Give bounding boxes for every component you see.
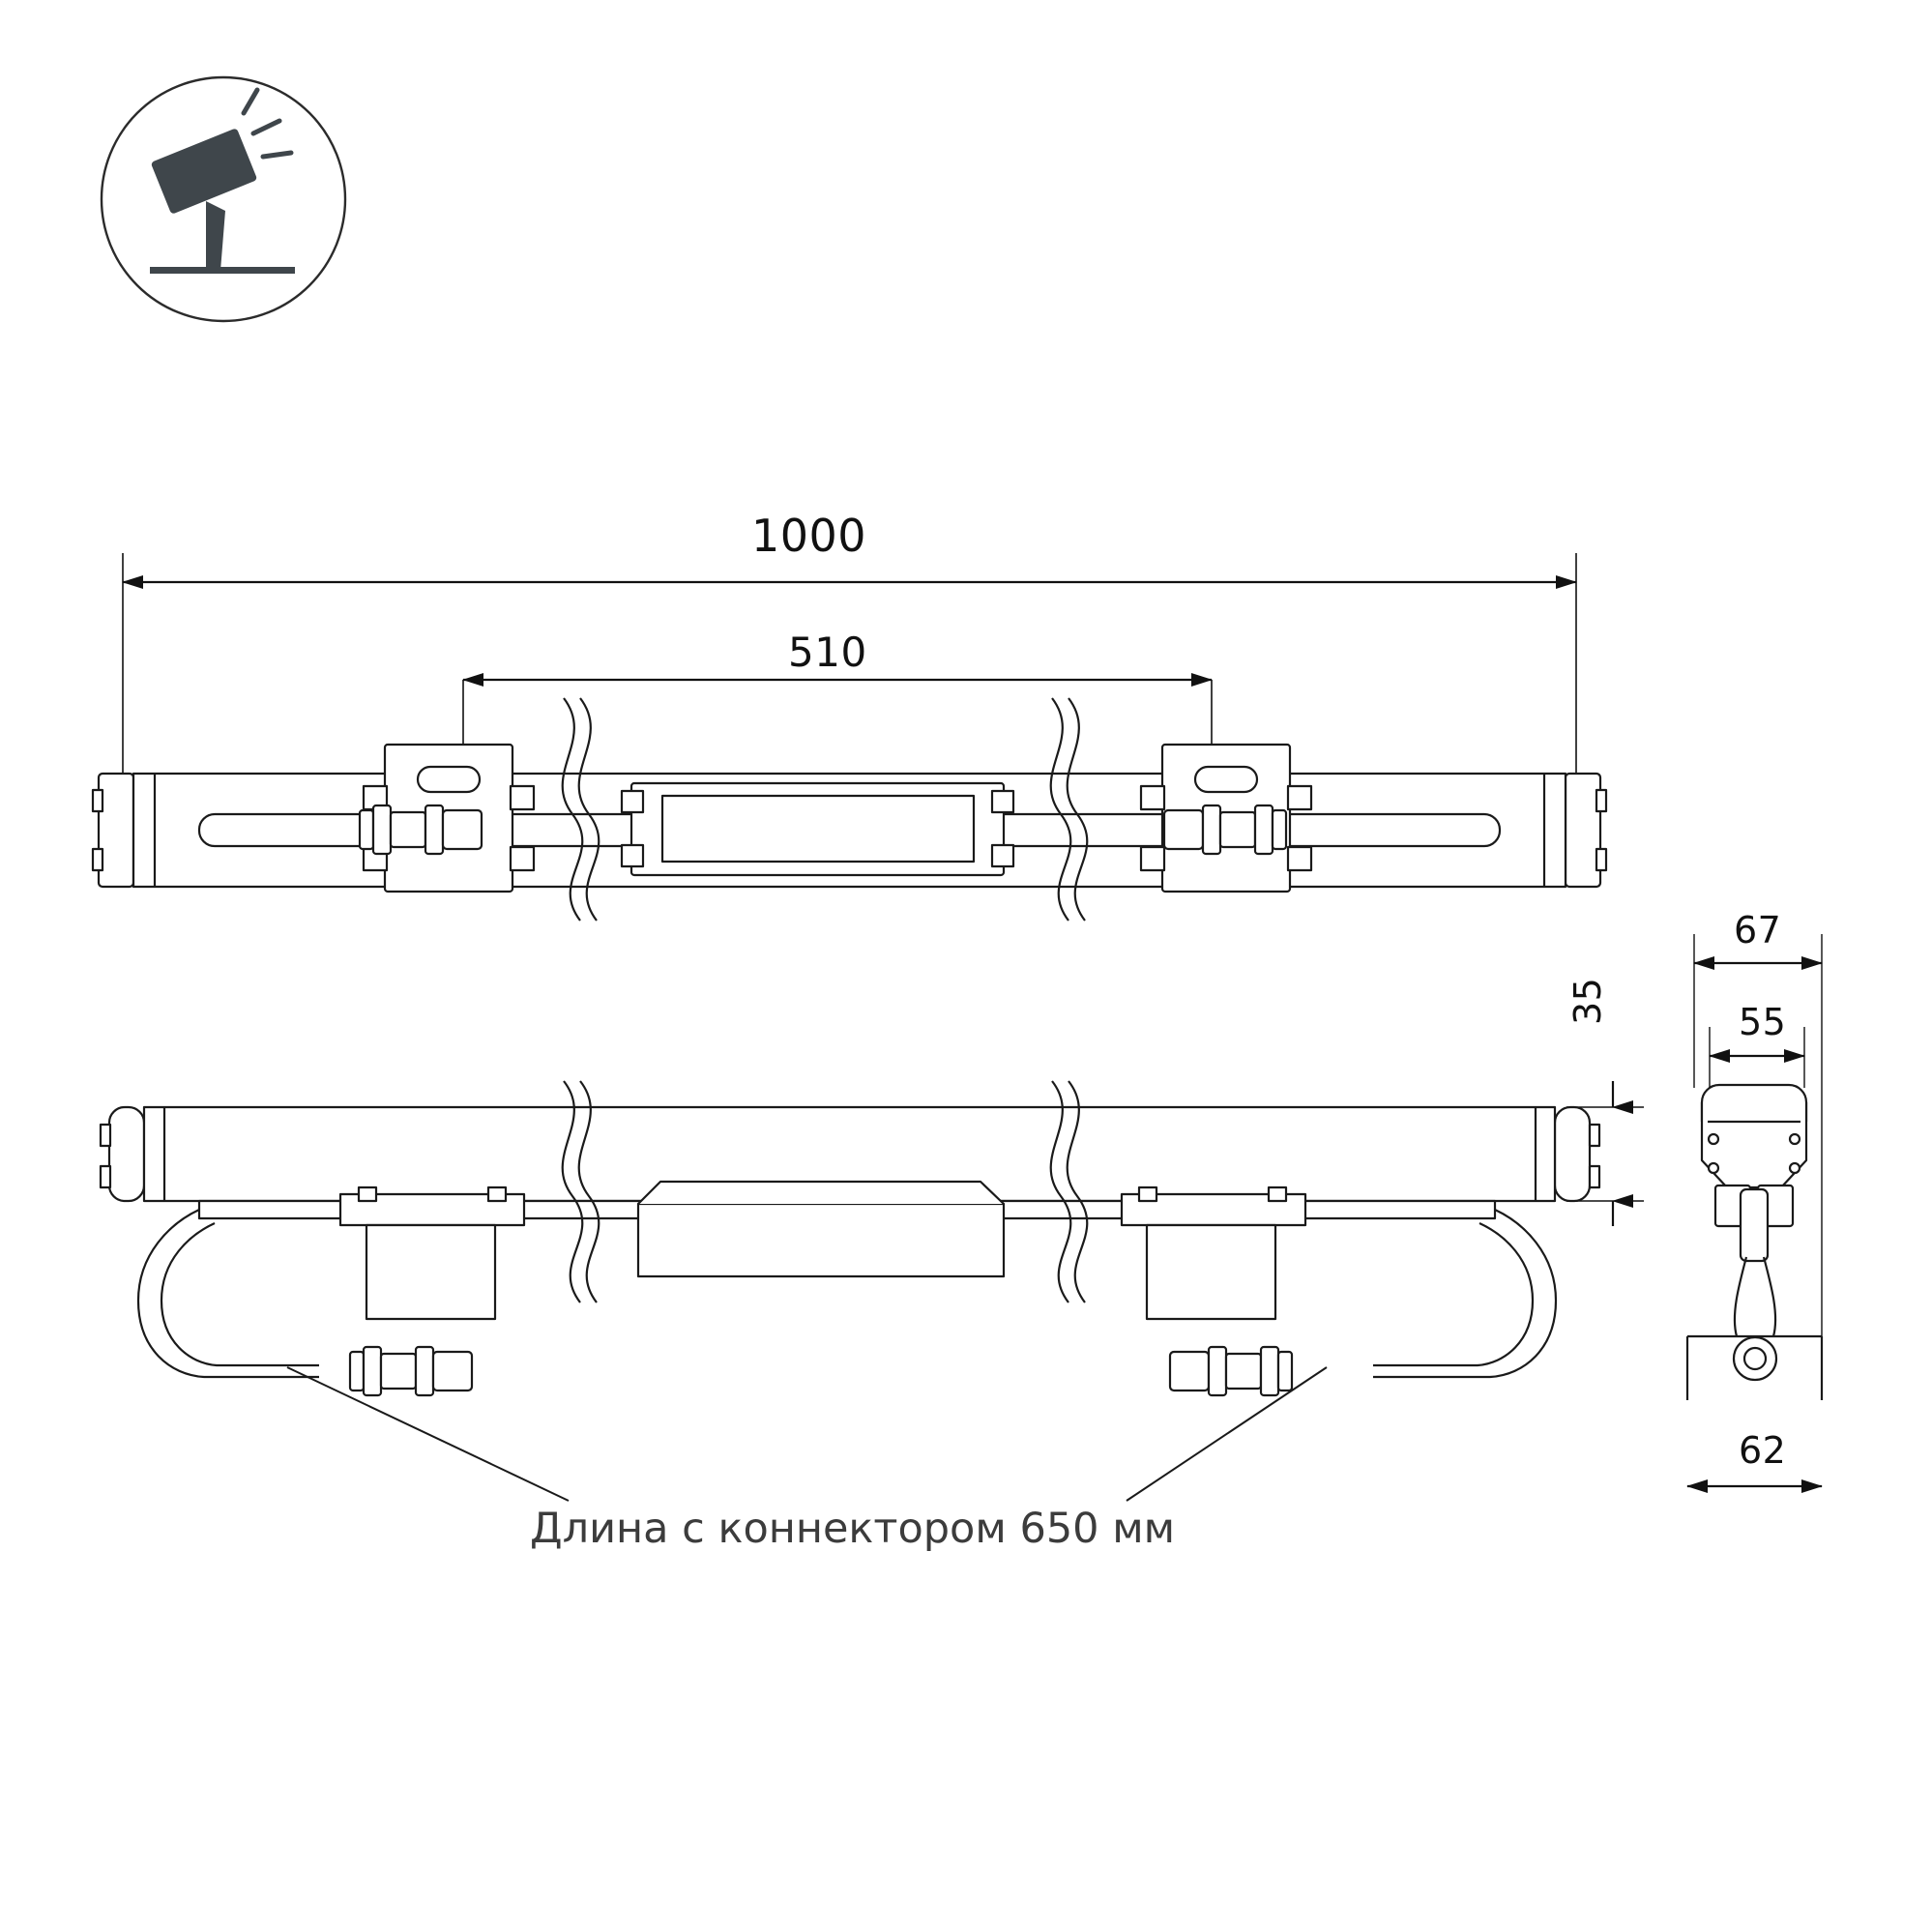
dimension-mount-spacing [463, 680, 1212, 774]
dimension-label-mount-spacing: 510 [788, 629, 867, 676]
dimension-label-overall-length: 1000 [751, 510, 867, 562]
dimension-label-body-width: 55 [1739, 1001, 1787, 1043]
connector-left [360, 805, 482, 854]
front-view [93, 698, 1606, 921]
connector-length-note: Длина с коннектором 650 мм [530, 1505, 1176, 1553]
connector-left-side [350, 1347, 472, 1395]
spotlight-ground-icon [102, 77, 345, 321]
connector-right [1164, 805, 1286, 854]
dimension-label-bracket-width: 67 [1734, 909, 1782, 951]
section-view [1687, 1085, 1822, 1400]
connector-right-side [1170, 1347, 1292, 1395]
side-view [101, 1081, 1599, 1395]
dimension-label-base-width: 62 [1739, 1429, 1787, 1472]
dimension-label-body-height: 35 [1566, 977, 1609, 1025]
